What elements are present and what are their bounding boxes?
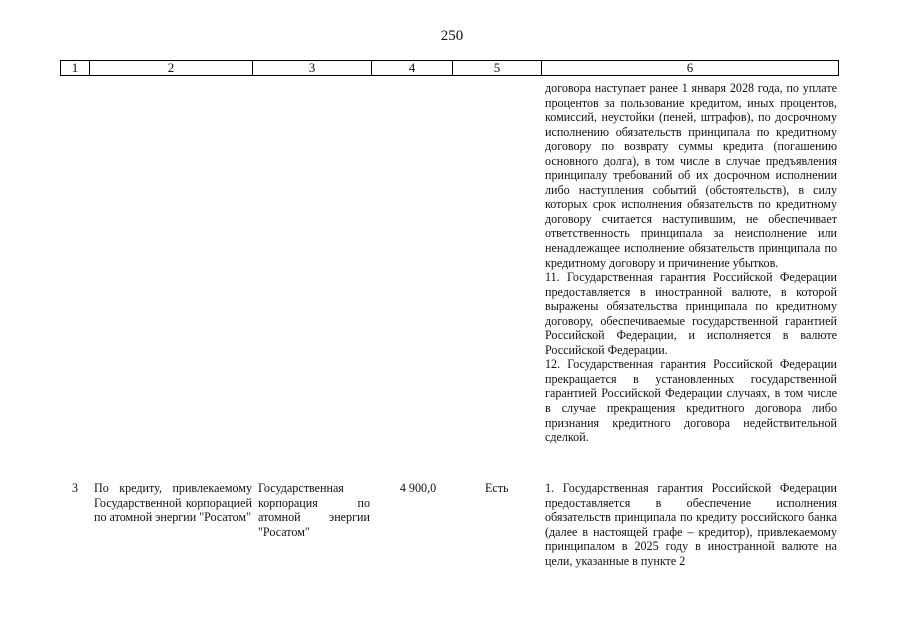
column-header-2: 2 — [90, 61, 253, 76]
row-3-purpose: По кредиту, привлекаемому Государственной корпорацией по атомной энергии "Росатом" — [94, 481, 252, 525]
column-header-1: 1 — [61, 61, 90, 76]
column-header-5: 5 — [453, 61, 542, 76]
row-3-number: 3 — [72, 481, 79, 495]
row-3-amount: 4 900,0 — [399, 481, 437, 495]
column-header-row — [60, 60, 839, 76]
row-3-recourse: Есть — [485, 481, 509, 495]
row-2-column-6-continuation — [545, 81, 837, 445]
page-number: 250 — [440, 28, 464, 44]
row-3-terms: 1. Государственная гарантия Российской Федерации предоставляется в обеспечение исполнения обязательств принципала по кредиту российского банка (далее в настоящей графе – кредитор), привлекаемому принципалом в 2025 году в иностранной валюте на цели, указанные в пункте 2 — [545, 481, 837, 568]
paragraph-11: 11. Государственная гарантия Российской Федерации предоставляется в иностранной валюте, в которой выражены обязательства принципала по кредитному договору, обеспечиваемые государственной гарантией Российской Федерации, и исполняется в валюте Российской Федерации. — [545, 270, 837, 357]
paragraph-12: 12. Государственная гарантия Российской Федерации прекращается в установленных государственной гарантией Российской Федерации случаях, в том числе в случае прекращения кредитного договора либо признания кредитного договора недействительной сделкой. — [545, 357, 837, 445]
column-header-3: 3 — [253, 61, 372, 76]
column-header-6: 6 — [542, 61, 839, 76]
row-3-principal: Государственная корпорация по атомной энергии "Росатом" — [258, 481, 370, 539]
paragraph-continuation: договора наступает ранее 1 января 2028 года, по уплате процентов за пользование кредитом, иных процентов, комиссий, неустойки (пеней, штрафов), по досрочному исполнению обязательств принципала по кредитному договору по возврату суммы кредита (погашению основного долга), в том числе в случае предъявления принципалу требований об их досрочном исполнении либо наступления событий (обстоятельств), в силу которых срок исполнения обязательств по кредитному договору считается наступившим, не обеспечивает ответственность принципала за неисполнение или ненадлежащее исполнение обязательств принципала по кредитному договору и причинение убытков. — [545, 81, 837, 270]
column-header-4: 4 — [372, 61, 453, 76]
